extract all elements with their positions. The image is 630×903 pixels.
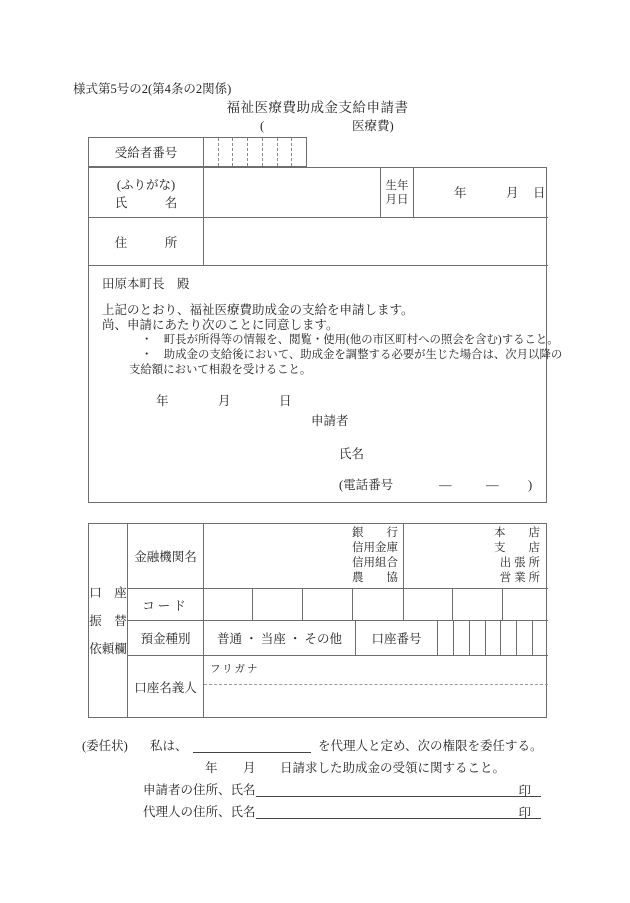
branch-code-cell[interactable] bbox=[404, 589, 453, 621]
seal-mark: 印 bbox=[518, 784, 531, 798]
poa-date-month-label: 月 bbox=[243, 761, 256, 775]
code-label-cell: コード bbox=[128, 589, 204, 621]
recipient-number-cell[interactable] bbox=[262, 138, 277, 166]
phone-close-paren: ) bbox=[528, 478, 533, 492]
recipient-number-cell[interactable] bbox=[247, 138, 262, 166]
birthdate-day-label: 日 bbox=[533, 186, 546, 200]
declaration-section bbox=[89, 266, 563, 504]
branch-code-cell[interactable] bbox=[453, 589, 503, 621]
bank-code-cell[interactable] bbox=[204, 589, 253, 621]
poa-date-year-label: 年 bbox=[205, 761, 218, 775]
poa-agent-name-blank[interactable] bbox=[193, 739, 311, 753]
seal-mark: 印 bbox=[518, 806, 531, 820]
poa-agent-signature-blank[interactable] bbox=[256, 803, 541, 819]
recipient-number-cell[interactable] bbox=[204, 138, 218, 166]
address-input-area[interactable] bbox=[204, 218, 548, 266]
recipient-number-row bbox=[88, 137, 307, 167]
branch-type-branch: 支 店 bbox=[494, 542, 540, 554]
branch-type-head-office: 本 店 bbox=[494, 527, 540, 539]
account-number-cell[interactable] bbox=[500, 621, 516, 655]
branch-type-sub-branch: 出 張 所 bbox=[499, 557, 540, 569]
recipient-number-cell[interactable] bbox=[218, 138, 233, 166]
branch-type-business-office: 営 業 所 bbox=[499, 572, 540, 584]
declaration-statement: 上記のとおり、福祉医療費助成金の支給を申請します。 bbox=[102, 303, 414, 317]
institution-label-cell: 金融機関名 bbox=[128, 524, 204, 589]
bank-code-cell[interactable] bbox=[303, 589, 353, 621]
vertical-label-line3: 依頼欄 bbox=[89, 641, 127, 656]
poa-agent-line-label: 代理人の住所、氏名 bbox=[143, 805, 256, 819]
phone-dash-1: — bbox=[439, 478, 452, 492]
institution-type-credit-union: 信用組合 bbox=[352, 557, 398, 569]
consent-item-2: ・ 助成金の支給後において、助成金を調整する必要が生じた場合は、次月以降の bbox=[141, 349, 563, 361]
subtitle-open-paren: ( bbox=[260, 119, 265, 133]
address-label-cell: 住 所 bbox=[89, 218, 204, 266]
account-type-options[interactable]: 普通 ・ 当座 ・ その他 bbox=[204, 621, 356, 656]
birthdate-label-line1: 生年 bbox=[385, 179, 409, 192]
branch-code-cell[interactable] bbox=[503, 589, 548, 621]
account-number-cells bbox=[438, 621, 548, 656]
consent-intro: 尚、申請にあたり次のことに同意します。 bbox=[102, 318, 339, 332]
branch-name-area[interactable] bbox=[404, 524, 548, 589]
name-label: 氏 名 bbox=[114, 195, 178, 210]
poa-applicant-line-label: 申請者の住所、氏名 bbox=[143, 783, 256, 797]
bank-code-cell[interactable] bbox=[253, 589, 303, 621]
holder-furigana-area[interactable] bbox=[204, 656, 548, 685]
subtitle-medical-expense: 医療費) bbox=[352, 119, 394, 133]
vertical-label-line1: 口 座 bbox=[89, 585, 127, 600]
recipient-number-cell[interactable] bbox=[291, 138, 306, 166]
account-holder-label-cell: 口座名義人 bbox=[128, 656, 204, 717]
account-number-cell[interactable] bbox=[438, 621, 453, 655]
birthdate-label-line2: 月日 bbox=[385, 193, 409, 206]
furigana-label: (ふりがな) bbox=[116, 177, 176, 192]
application-date-day-label: 日 bbox=[279, 394, 292, 408]
applicant-info-table bbox=[88, 167, 563, 503]
poa-applicant-signature-blank[interactable] bbox=[256, 781, 541, 797]
birthdate-month-label: 月 bbox=[506, 186, 519, 200]
phone-dash-2: — bbox=[486, 478, 499, 492]
birthdate-input-area[interactable] bbox=[414, 168, 548, 218]
consent-item-1: ・ 町長が所得等の情報を、閲覧・使用(他の市区町村への照会を含む)すること。 bbox=[141, 334, 559, 346]
consent-item-2-continued: 支給額において相殺を受けること。 bbox=[129, 364, 312, 376]
account-number-cell[interactable] bbox=[469, 621, 485, 655]
recipient-number-cell[interactable] bbox=[232, 138, 247, 166]
recipient-number-label: 受給者番号 bbox=[89, 138, 204, 166]
account-number-cell[interactable] bbox=[453, 621, 469, 655]
holder-furigana-label: フリガナ bbox=[210, 664, 260, 675]
recipient-number-cells bbox=[204, 138, 306, 166]
birthdate-label-cell bbox=[381, 168, 414, 218]
poa-line2-text: 日請求した助成金の受領に関すること。 bbox=[280, 761, 506, 775]
addressee: 田原本町長 殿 bbox=[102, 277, 190, 291]
phone-number-label: (電話番号 bbox=[339, 478, 394, 492]
account-number-cell[interactable] bbox=[485, 621, 501, 655]
recipient-number-cell[interactable] bbox=[277, 138, 292, 166]
institution-type-bank: 銀 行 bbox=[352, 527, 398, 539]
poa-line1-post: を代理人と定め、次の権限を委任する。 bbox=[318, 739, 543, 753]
application-date-year-label: 年 bbox=[156, 394, 169, 408]
poa-line1-pre: 私は、 bbox=[150, 739, 188, 753]
application-date-month-label: 月 bbox=[218, 394, 231, 408]
account-number-cell[interactable] bbox=[516, 621, 532, 655]
institution-name-area[interactable] bbox=[204, 524, 404, 589]
institution-type-ja: 農 協 bbox=[352, 572, 398, 584]
name-input-area[interactable] bbox=[204, 168, 381, 218]
institution-type-shinkin: 信用金庫 bbox=[352, 542, 398, 554]
bank-code-cell[interactable] bbox=[353, 589, 404, 621]
account-type-label-cell: 預金種別 bbox=[128, 621, 204, 656]
account-number-label-cell: 口座番号 bbox=[356, 621, 438, 656]
form-number: 様式第5号の2(第4条の2関係) bbox=[73, 82, 232, 96]
applicant-name-label: 氏名 bbox=[339, 447, 365, 461]
poa-section-label: (委任状) bbox=[82, 739, 128, 753]
account-number-cell[interactable] bbox=[532, 621, 548, 655]
applicant-label: 申請者 bbox=[311, 414, 349, 428]
birthdate-year-label: 年 bbox=[454, 186, 467, 200]
name-label-cell bbox=[89, 168, 204, 218]
vertical-label-line2: 振 替 bbox=[89, 613, 127, 628]
page-title: 福祉医療費助成金支給申請書 bbox=[226, 100, 409, 115]
bank-transfer-table bbox=[88, 523, 547, 718]
holder-name-area[interactable] bbox=[204, 685, 548, 717]
bank-transfer-vertical-label bbox=[89, 524, 128, 717]
